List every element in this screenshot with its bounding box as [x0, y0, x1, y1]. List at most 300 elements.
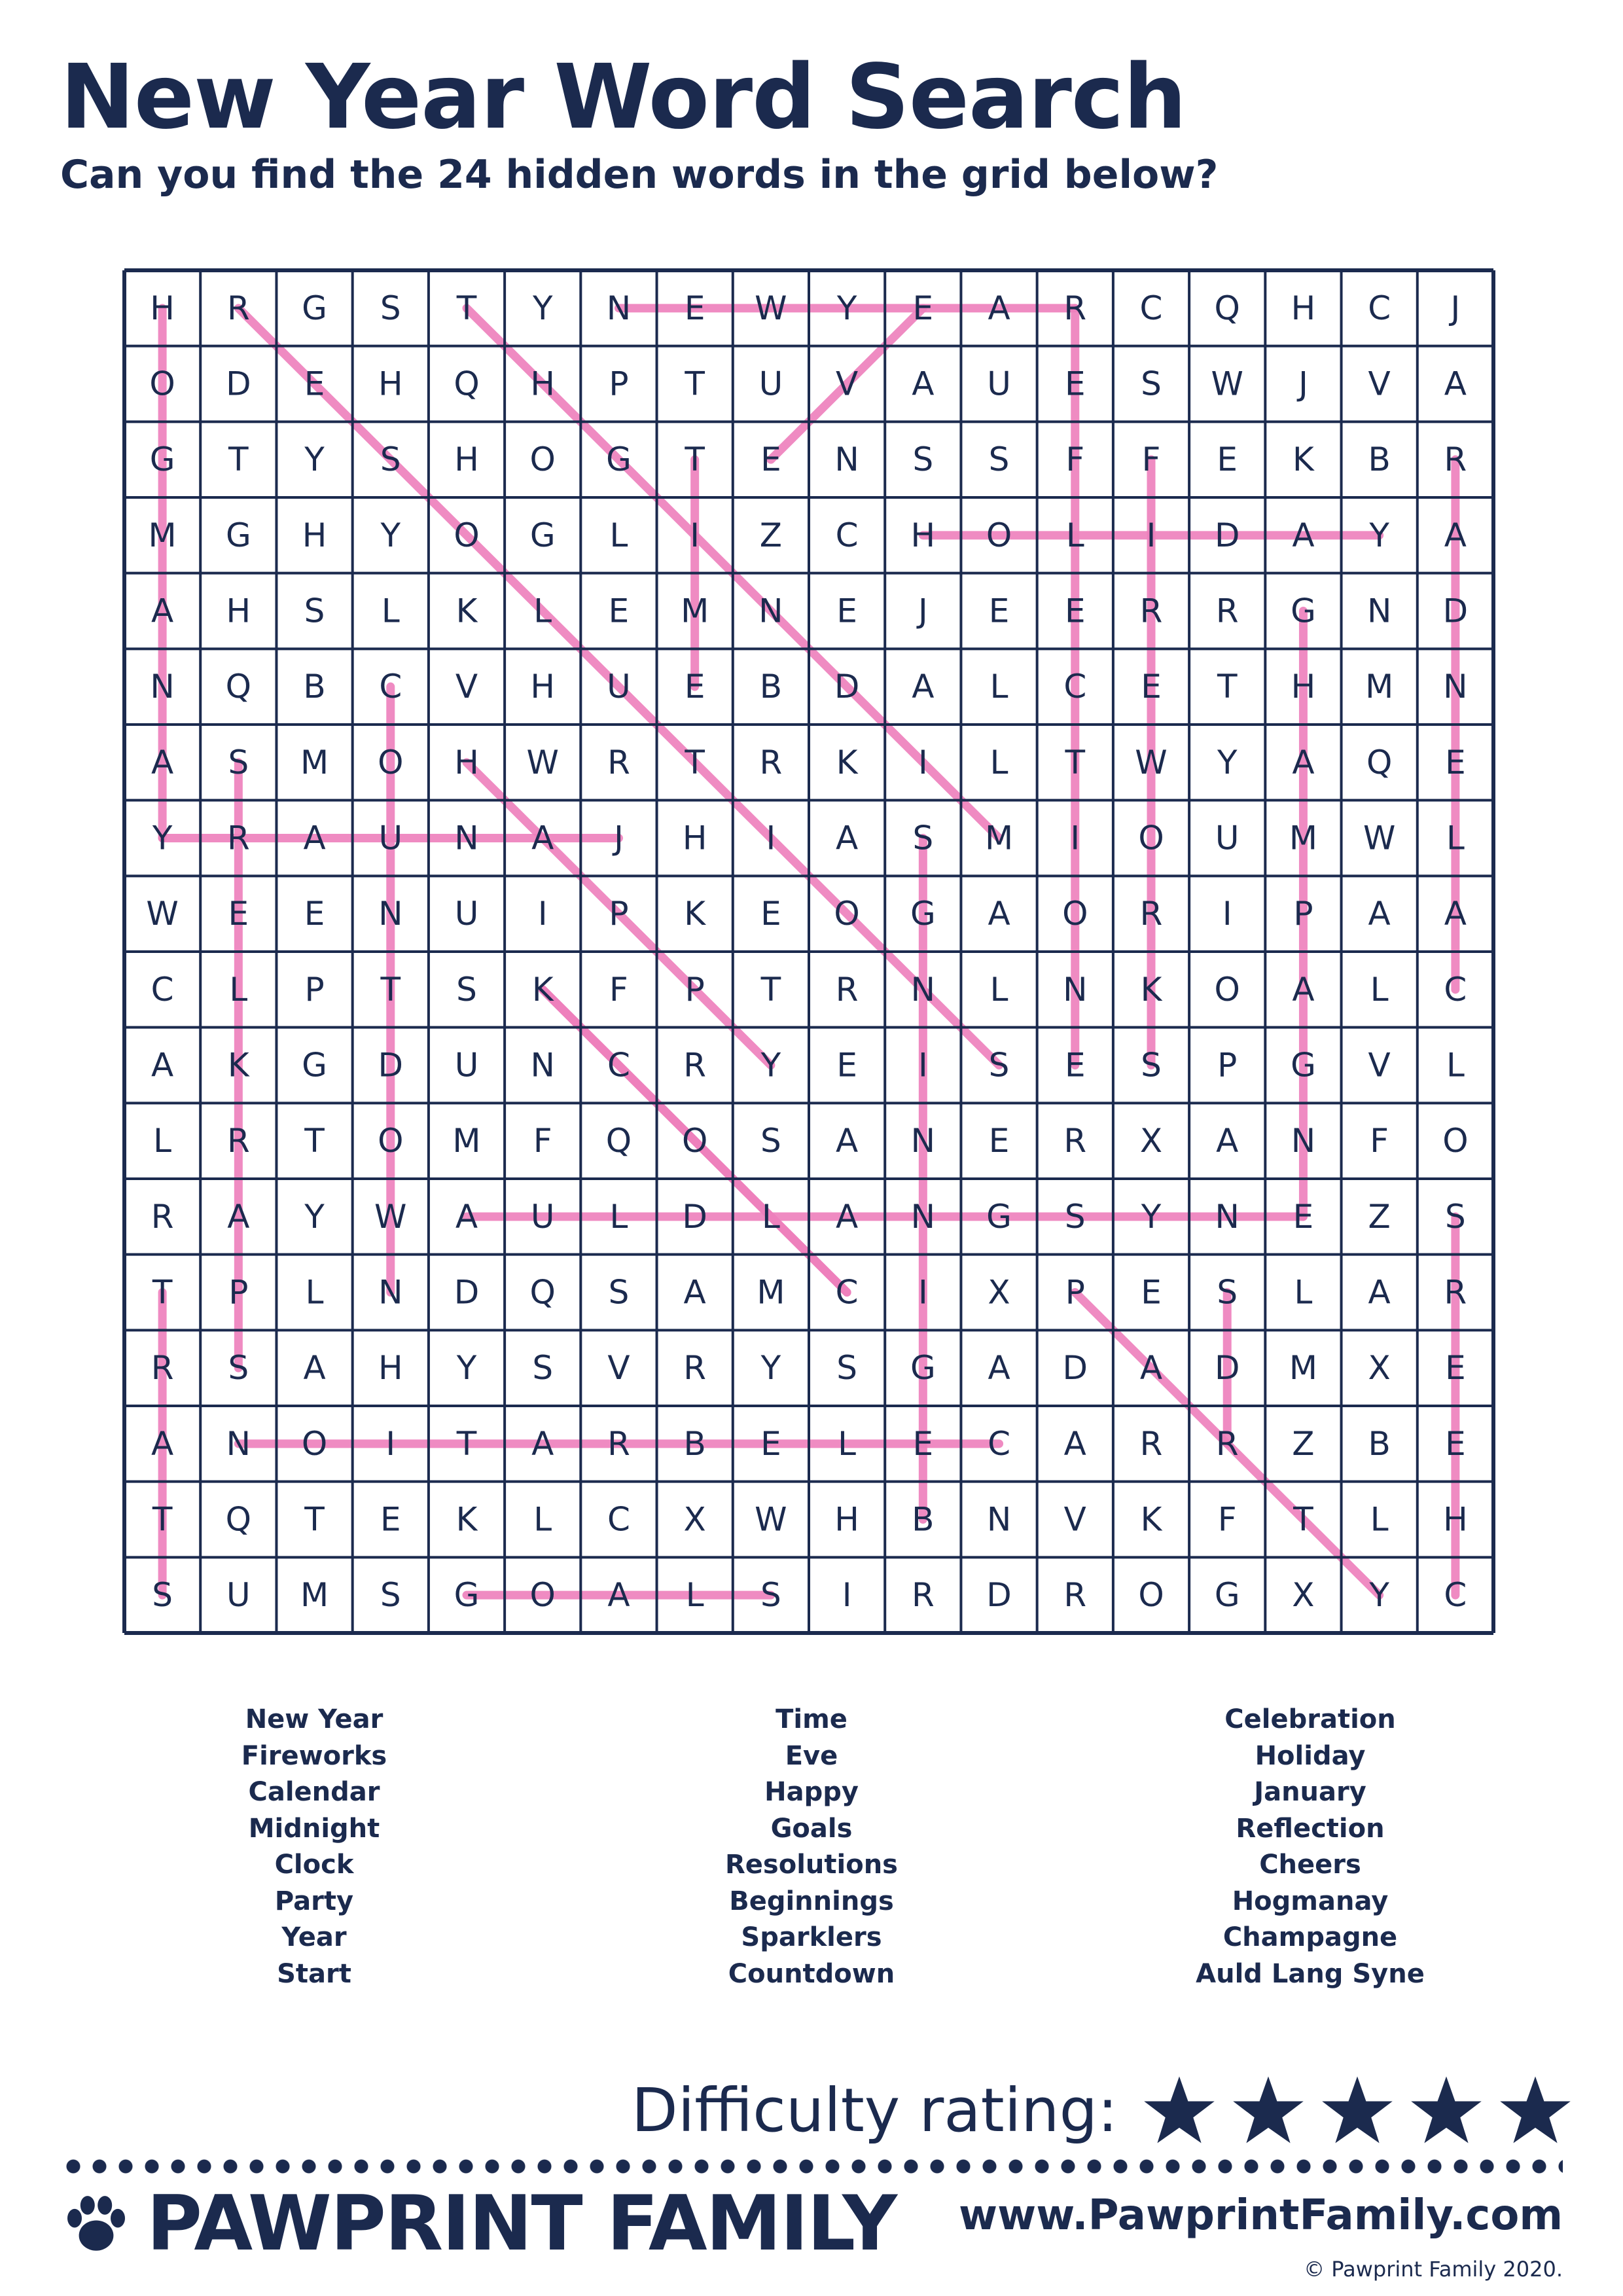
grid-letter: H [454, 440, 479, 479]
grid-letter: L [1370, 970, 1389, 1009]
grid-letter: H [910, 516, 936, 554]
grid-letter: E [304, 895, 325, 933]
grid-letter: A [1292, 970, 1315, 1009]
grid-letter: G [910, 1349, 936, 1388]
grid-letter: L [533, 1500, 552, 1539]
grid-letter: H [530, 365, 556, 403]
grid-letter: X [1368, 1349, 1391, 1388]
grid-letter: M [757, 1273, 785, 1312]
grid-letter: Y [532, 289, 553, 327]
grid-letter: W [1363, 819, 1396, 857]
grid-letter: L [609, 1197, 628, 1236]
grid-letter: N [1063, 970, 1088, 1009]
grid-letter: I [537, 895, 548, 933]
grid-letter: A [912, 365, 935, 403]
grid-letter: Q [454, 365, 480, 403]
grid-letter: N [226, 1424, 251, 1463]
grid-letter: Y [760, 1046, 781, 1085]
grid-letter: J [1450, 289, 1461, 327]
grid-letter: L [229, 970, 248, 1009]
grid-letter: E [684, 668, 705, 706]
grid-letter: Q [605, 1122, 632, 1160]
grid-letter: D [1214, 516, 1240, 554]
grid-letter: K [531, 970, 554, 1009]
grid-letter: R [607, 1424, 630, 1463]
grid-letter: A [1292, 516, 1315, 554]
grid-letter: B [1368, 1424, 1391, 1463]
grid-letter: A [303, 819, 326, 857]
grid-letter: D [682, 1197, 707, 1236]
grid-letter: K [227, 1046, 249, 1085]
grid-letter: G [149, 440, 175, 479]
word-list-item: Goals [770, 1813, 853, 1844]
grid-letter: N [530, 1046, 555, 1085]
grid-letter: E [1141, 668, 1162, 706]
grid-letter: O [1138, 819, 1164, 857]
grid-letter: E [1064, 1046, 1086, 1085]
grid-letter: E [684, 289, 705, 327]
grid-letter: E [836, 592, 857, 630]
grid-letter: L [1065, 516, 1084, 554]
grid-letter: A [531, 1424, 554, 1463]
grid-letter: F [533, 1122, 552, 1160]
word-list-item: Eve [785, 1740, 838, 1771]
grid-letter: J [1298, 365, 1308, 403]
grid-letter: Y [380, 516, 401, 554]
grid-letter: V [836, 365, 859, 403]
grid-letter: D [378, 1046, 404, 1085]
grid-letter: S [532, 1349, 554, 1388]
grid-letter: E [760, 895, 781, 933]
grid-letter: X [988, 1273, 1010, 1312]
grid-letter: B [759, 668, 783, 706]
difficulty-label: Difficulty rating: [631, 2075, 1118, 2145]
grid-letter: E [608, 592, 630, 630]
grid-letter: Y [1217, 743, 1238, 781]
grid-letter: R [1063, 1122, 1087, 1160]
grid-letter: T [1065, 743, 1086, 781]
grid-letter: D [454, 1273, 480, 1312]
grid-letter: M [1289, 1349, 1318, 1388]
word-list-item: Beginnings [729, 1886, 894, 1916]
grid-letter: P [609, 895, 629, 933]
grid-letter: B [303, 668, 326, 706]
grid-letter: W [755, 289, 787, 327]
grid-letter: I [918, 1046, 928, 1085]
grid-letter: O [529, 1576, 556, 1615]
grid-letter: E [380, 1500, 401, 1539]
grid-letter: T [152, 1273, 173, 1312]
grid-letter: E [1445, 1349, 1466, 1388]
grid-letter: R [835, 970, 859, 1009]
word-list-item: Year [281, 1922, 347, 1952]
grid-letter: A [607, 1576, 630, 1615]
grid-letter: L [153, 1122, 172, 1160]
grid-letter: A [1444, 895, 1467, 933]
grid-letter: S [228, 1349, 249, 1388]
grid-letter: E [1293, 1197, 1314, 1236]
grid-letter: G [454, 1576, 480, 1615]
word-list-item: Resolutions [724, 1850, 898, 1880]
grid-letter: X [1139, 1122, 1163, 1160]
grid-letter: P [609, 365, 629, 403]
grid-letter: H [682, 819, 707, 857]
grid-letter: T [152, 1500, 173, 1539]
grid-letter: V [607, 1349, 630, 1388]
word-list-item: Time [776, 1704, 847, 1734]
grid-letter: O [1138, 1576, 1164, 1615]
grid-letter: G [302, 1046, 327, 1085]
grid-letter: D [1442, 592, 1469, 630]
grid-letter: F [609, 970, 628, 1009]
grid-letter: F [1141, 440, 1161, 479]
grid-letter: S [304, 592, 325, 630]
grid-letter: Z [759, 516, 783, 554]
grid-letter: R [1139, 592, 1163, 630]
page-subtitle: Can you find the 24 hidden words in the grid below? [60, 152, 1219, 198]
grid-letter: S [1141, 1046, 1162, 1085]
grid-letter: E [912, 289, 934, 327]
dotted-divider [60, 2159, 1563, 2174]
grid-letter: I [766, 819, 776, 857]
grid-letter: U [607, 668, 631, 706]
grid-letter: Q [1366, 743, 1393, 781]
grid-letter: A [151, 743, 174, 781]
brand-logo [60, 2179, 896, 2268]
page-title: New Year Word Search [60, 46, 1186, 149]
grid-letter: R [1139, 1424, 1163, 1463]
grid-letter: I [690, 516, 700, 554]
grid-letter: K [455, 592, 478, 630]
grid-letter: W [374, 1197, 407, 1236]
grid-letter: D [1062, 1349, 1088, 1388]
grid-letter: O [378, 743, 404, 781]
grid-letter: L [1370, 1500, 1389, 1539]
grid-letter: C [151, 970, 174, 1009]
grid-letter: S [988, 440, 1010, 479]
grid-letter: A [988, 289, 1010, 327]
grid-letter: C [835, 1273, 859, 1312]
grid-letter: N [834, 440, 859, 479]
grid-letter: U [987, 365, 1011, 403]
grid-letter: L [990, 970, 1008, 1009]
grid-letter: O [681, 1122, 708, 1160]
grid-letter: H [454, 743, 479, 781]
grid-letter: T [456, 1424, 477, 1463]
grid-letter: Z [1292, 1424, 1315, 1463]
grid-letter: A [1216, 1122, 1239, 1160]
grid-letter: S [380, 440, 401, 479]
grid-letter: K [1140, 970, 1162, 1009]
grid-letter: A [836, 1197, 859, 1236]
grid-letter: U [758, 365, 783, 403]
word-list-item: Start [277, 1958, 351, 1989]
grid-letter: A [1444, 516, 1467, 554]
word-list-column-1 [151, 1702, 478, 1992]
grid-letter: C [379, 668, 402, 706]
grid-letter: X [683, 1500, 706, 1539]
grid-letter: U [378, 819, 403, 857]
grid-letter: E [988, 1122, 1010, 1160]
grid-letter: O [378, 1122, 404, 1160]
grid-letter: E [228, 895, 249, 933]
difficulty-rating [632, 2075, 1572, 2145]
grid-letter: C [1444, 970, 1467, 1009]
grid-letter: N [1291, 1122, 1316, 1160]
grid-letter: L [838, 1424, 857, 1463]
grid-letter: T [1293, 1500, 1313, 1539]
grid-letter: S [1141, 365, 1162, 403]
grid-letter: I [1070, 819, 1080, 857]
grid-letter: H [378, 365, 403, 403]
grid-letter: Y [1369, 1576, 1389, 1615]
grid-letter: A [1444, 365, 1467, 403]
grid-letter: R [759, 743, 783, 781]
grid-letter: Y [760, 1349, 781, 1388]
grid-letter: U [454, 1046, 479, 1085]
word-list-item: Reflection [1236, 1813, 1385, 1844]
grid-letter: W [1211, 365, 1243, 403]
grid-letter: E [760, 440, 781, 479]
grid-letter: R [151, 1349, 174, 1388]
word-list-column-3 [1147, 1702, 1474, 1992]
grid-letter: N [986, 1500, 1012, 1539]
grid-letter: T [1217, 668, 1238, 706]
grid-letter: H [150, 289, 175, 327]
grid-letter: G [1291, 592, 1316, 630]
grid-letter: A [1139, 1349, 1163, 1388]
grid-letter: R [1139, 895, 1163, 933]
grid-letter: Y [1369, 516, 1389, 554]
grid-letter: M [300, 1576, 329, 1615]
grid-letter: S [152, 1576, 173, 1615]
word-list-item: January [1254, 1777, 1366, 1807]
grid-letter: L [533, 592, 552, 630]
grid-letter: B [912, 1500, 935, 1539]
grid-letter: O [1214, 970, 1240, 1009]
grid-letter: P [228, 1273, 249, 1312]
grid-letter: A [1292, 743, 1315, 781]
word-list-item: Midnight [248, 1813, 380, 1844]
grid-letter: N [758, 592, 783, 630]
grid-letter: C [1139, 289, 1163, 327]
grid-letter: A [836, 819, 859, 857]
grid-letter: L [1446, 1046, 1465, 1085]
grid-letter: Y [456, 1349, 477, 1388]
grid-letter: Y [152, 819, 173, 857]
grid-letter: M [300, 743, 329, 781]
grid-letter: K [1140, 1500, 1162, 1539]
grid-letter: S [608, 1273, 630, 1312]
grid-letter: S [760, 1122, 781, 1160]
grid-letter: Y [304, 440, 325, 479]
copyright-text: © Pawprint Family 2020. [1304, 2257, 1563, 2282]
grid-letter: A [1368, 1273, 1391, 1312]
grid-letter: S [380, 289, 401, 327]
grid-letter: B [1368, 440, 1391, 479]
grid-letter: M [452, 1122, 481, 1160]
grid-letter: R [151, 1197, 174, 1236]
grid-letter: G [302, 289, 327, 327]
grid-letter: M [984, 819, 1014, 857]
grid-letter: K [1293, 440, 1314, 479]
grid-letter: H [834, 1500, 859, 1539]
grid-letter: Z [1368, 1197, 1391, 1236]
word-list-item: Holiday [1255, 1740, 1366, 1771]
grid-letter: J [918, 592, 928, 630]
word-list-item: New Year [245, 1704, 383, 1734]
grid-letter: C [607, 1500, 630, 1539]
grid-letter: O [301, 1424, 328, 1463]
grid-letter: R [226, 819, 250, 857]
grid-letter: V [1368, 1046, 1391, 1085]
grid-letter: E [1445, 1424, 1466, 1463]
grid-letter: D [986, 1576, 1012, 1615]
grid-letter: T [685, 440, 705, 479]
grid-letter: O [1062, 895, 1088, 933]
word-list-item: Clock [274, 1850, 354, 1880]
word-list-item: Auld Lang Syne [1196, 1958, 1425, 1989]
grid-letter: S [228, 743, 249, 781]
grid-letter: A [836, 1122, 859, 1160]
grid-letter: P [1065, 1273, 1085, 1312]
grid-letter: Y [1141, 1197, 1162, 1236]
grid-letter: W [755, 1500, 787, 1539]
grid-letter: I [1146, 516, 1156, 554]
grid-letter: G [225, 516, 251, 554]
grid-letter: Y [836, 289, 857, 327]
grid-letter: C [835, 516, 859, 554]
grid-letter: G [910, 895, 936, 933]
word-list-item: Happy [764, 1777, 859, 1807]
brand-name: PAWPRINT FAMILY [147, 2179, 897, 2268]
grid-letter: O [454, 516, 480, 554]
grid-letter: N [606, 289, 632, 327]
grid-letter: F [1370, 1122, 1389, 1160]
word-list-item: Celebration [1224, 1704, 1396, 1734]
word-list-item: Champagne [1222, 1922, 1398, 1952]
grid-letter: S [836, 1349, 857, 1388]
grid-letter: E [988, 592, 1010, 630]
grid-letter: R [226, 289, 250, 327]
grid-letter: V [1368, 365, 1391, 403]
grid-letter: N [378, 1273, 403, 1312]
star-icon [1410, 2075, 1483, 2145]
grid-letter: L [1446, 819, 1465, 857]
grid-letter: T [228, 440, 249, 479]
grid-letter: U [226, 1576, 251, 1615]
grid-letter: S [988, 1046, 1010, 1085]
grid-letter: A [303, 1349, 326, 1388]
grid-letter: T [685, 365, 705, 403]
grid-letter: A [988, 895, 1010, 933]
grid-letter: N [910, 1122, 936, 1160]
grid-letter: L [761, 1197, 780, 1236]
grid-letter: S [912, 440, 934, 479]
grid-letter: Y [304, 1197, 325, 1236]
star-icon [1321, 2075, 1394, 2145]
grid-letter: L [685, 1576, 704, 1615]
grid-letter: Q [529, 1273, 556, 1312]
word-list-item: Fireworks [241, 1740, 387, 1771]
grid-letter: H [530, 668, 556, 706]
grid-letter: T [304, 1500, 325, 1539]
grid-letter: G [529, 516, 556, 554]
grid-letter: W [526, 743, 559, 781]
grid-letter: W [146, 895, 179, 933]
grid-letter: H [1443, 1500, 1468, 1539]
grid-letter: M [148, 516, 177, 554]
grid-letter: I [385, 1424, 396, 1463]
grid-letter: O [529, 440, 556, 479]
grid-letter: U [1215, 819, 1240, 857]
grid-letter: A [683, 1273, 706, 1312]
grid-letter: L [1294, 1273, 1313, 1312]
grid-letter: R [1215, 592, 1239, 630]
grid-letter: X [1292, 1576, 1315, 1615]
grid-letter: C [1444, 1576, 1467, 1615]
word-list-item: Cheers [1259, 1850, 1361, 1880]
grid-letter: N [910, 970, 936, 1009]
grid-letter: A [912, 668, 935, 706]
grid-letter: O [1442, 1122, 1469, 1160]
grid-letter: P [1217, 1046, 1238, 1085]
grid-letter: I [842, 1576, 852, 1615]
grid-letter: F [1065, 440, 1085, 479]
grid-letter: D [226, 365, 251, 403]
grid-letter: A [1063, 1424, 1086, 1463]
grid-letter: A [227, 1197, 250, 1236]
grid-letter: N [1366, 592, 1392, 630]
star-icon [1499, 2075, 1572, 2145]
star-icon [1232, 2075, 1305, 2145]
grid-letter: R [1444, 1273, 1467, 1312]
grid-letter: E [1217, 440, 1238, 479]
grid-letter: H [1291, 668, 1316, 706]
grid-letter: R [683, 1046, 707, 1085]
website-link[interactable]: www.PawprintFamily.com [958, 2191, 1563, 2240]
grid-letter: M [1289, 819, 1318, 857]
grid-letter: I [918, 743, 928, 781]
grid-letter: F [1217, 1500, 1237, 1539]
grid-letter: D [834, 668, 860, 706]
grid-letter: R [1444, 440, 1467, 479]
grid-letter: A [151, 1424, 174, 1463]
grid-letter: E [1064, 592, 1086, 630]
grid-letter: N [454, 819, 479, 857]
grid-letter: R [1063, 1576, 1087, 1615]
grid-letter: U [454, 895, 479, 933]
grid-letter: B [683, 1424, 706, 1463]
grid-letter: L [305, 1273, 324, 1312]
grid-letter: O [986, 516, 1012, 554]
grid-letter: N [910, 1197, 936, 1236]
grid-letter: M [681, 592, 709, 630]
grid-letter: T [380, 970, 401, 1009]
word-list-column-2 [648, 1702, 975, 1992]
word-list-item: Party [274, 1886, 354, 1916]
grid-letter: K [455, 1500, 478, 1539]
grid-letter: O [834, 895, 860, 933]
grid-letter: H [1291, 289, 1316, 327]
grid-letter: L [381, 592, 400, 630]
grid-letter: T [456, 289, 477, 327]
grid-letter: C [1368, 289, 1391, 327]
grid-letter: N [150, 668, 175, 706]
grid-letter: N [1215, 1197, 1240, 1236]
grid-letter: A [151, 1046, 174, 1085]
grid-letter: S [760, 1576, 781, 1615]
